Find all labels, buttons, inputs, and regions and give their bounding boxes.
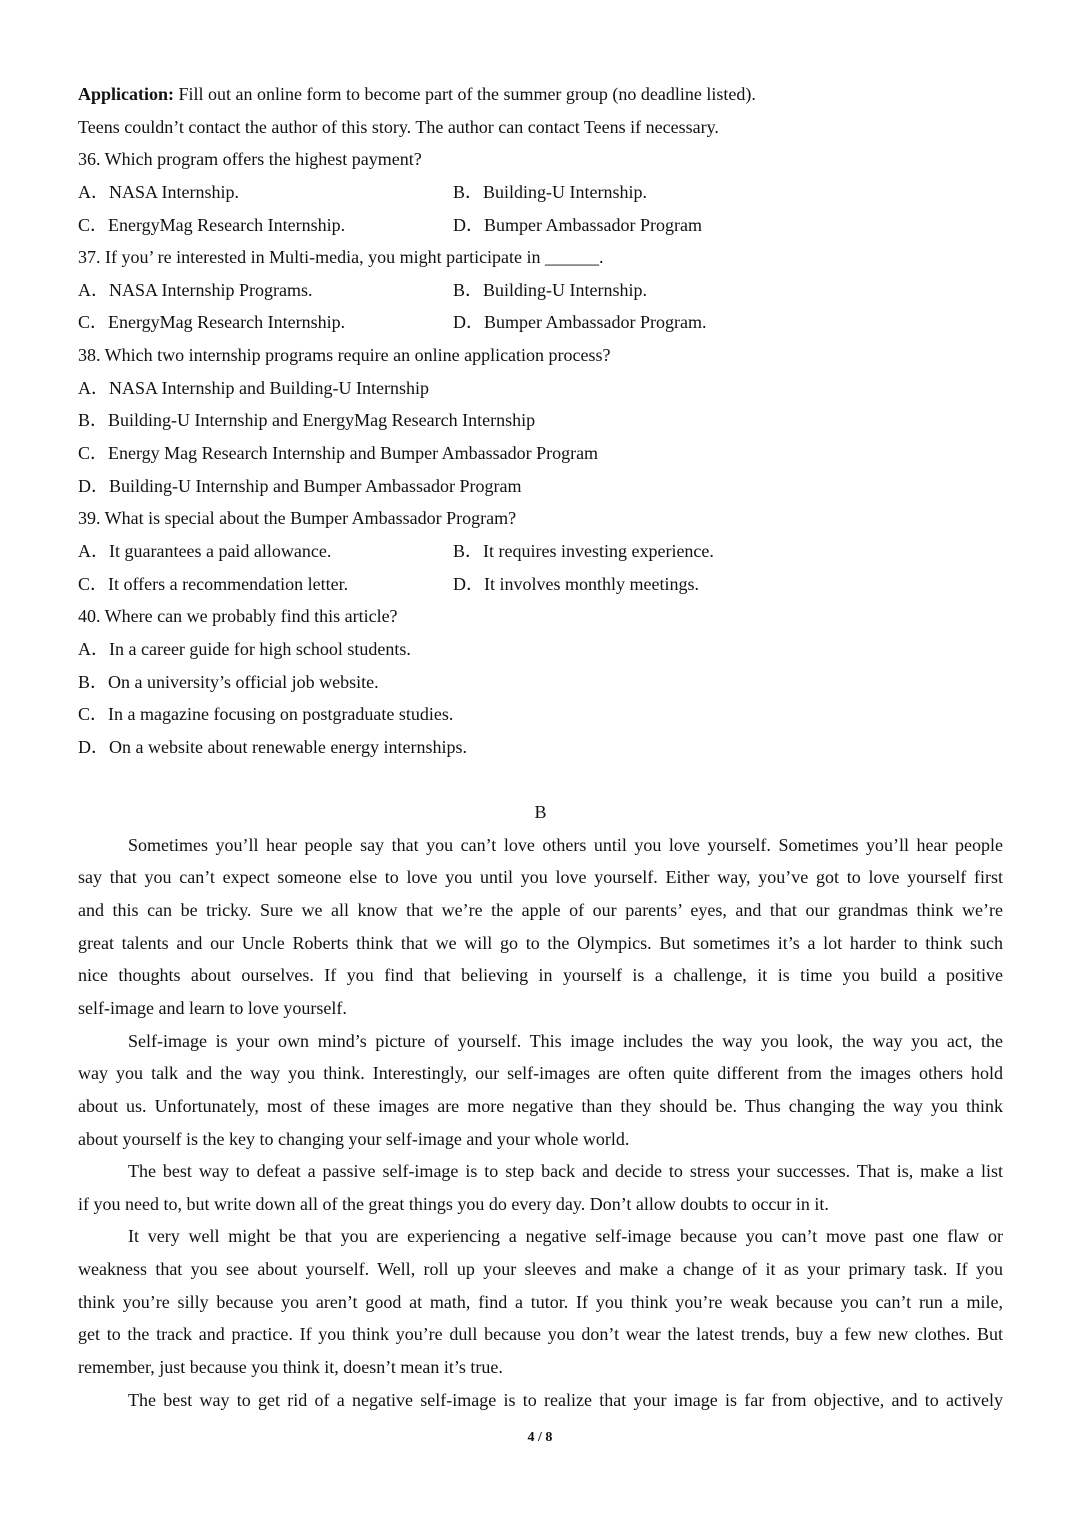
option-b: B．Building-U Internship and EnergyMag Research Internship <box>78 410 536 431</box>
option-c: C．In a magazine focusing on postgraduate studies. <box>78 704 454 725</box>
paragraph-line: The best way to get rid of a negative self-image is to realize that your image is far from objective, and to actively <box>128 1389 1003 1410</box>
option-a: A．NASA Internship and Building-U Internship <box>78 377 429 398</box>
section-heading: B <box>534 802 547 823</box>
option-c: C．It offers a recommendation letter. <box>78 573 349 594</box>
option-d: D．It involves monthly meetings. <box>453 573 699 594</box>
question-36: 36. Which program offers the highest payment? A．NASA Internship. B．Building-U Internship. C．EnergyMag Research Internship. D．Bumper Ambassador Program <box>78 143 1003 241</box>
option-a: A．In a career guide for high school students. <box>78 638 411 659</box>
paragraph <box>78 829 1003 1025</box>
paragraph-line: if you need to, but write down all of the great things you do every day. Don’t allow doubts to occur in it. <box>78 1193 829 1214</box>
paragraph-line: Sometimes you’ll hear people say that you can’t love others until you love yourself. Sometimes you’ll hear people <box>128 834 1003 855</box>
option-c: C．Energy Mag Research Internship and Bumper Ambassador Program <box>78 443 599 464</box>
paragraph <box>78 1025 1003 1156</box>
option-c: C．EnergyMag Research Internship. <box>78 214 346 235</box>
paragraph-line: weakness that you see about yourself. Well, roll up your sleeves and make a change of it as your primary task. If you <box>78 1259 1003 1280</box>
option-d: D．Building-U Internship and Bumper Ambassador Program <box>78 475 522 496</box>
paragraph-line: think you’re silly because you aren’t good at math, find a tutor. If you think you’re weak because you can’t run a mile, <box>78 1291 1003 1312</box>
application-line: Application: Fill out an online form to become part of the summer group (no deadline listed). <box>78 84 756 104</box>
option-b: B．On a university’s official job website. <box>78 671 379 692</box>
option-a: A．NASA Internship Programs. <box>78 279 313 300</box>
paragraph-line: and this can be tricky. Sure we all know that we’re the apple of our parents’ eyes, and that our grandmas think we’re <box>78 900 1003 921</box>
paragraph-line: say that you can’t expect someone else to love you until you love yourself. Either way, you’ve got to love yourself first <box>78 867 1003 888</box>
question-37: 37. If you’ re interested in Multi-media, you might participate in ______. A．NASA Internship Programs. B．Building-U Internship. C．EnergyMag Research Internship. D．Bumper Ambassador Program. <box>78 241 1003 339</box>
paragraph-line: Self-image is your own mind’s picture of yourself. This image includes the way you look, the way you act, the <box>128 1030 1003 1051</box>
question-39: 39. What is special about the Bumper Ambassador Program? A．It guarantees a paid allowance. B．It requires investing experience. C．It offers a recommendation letter. D．It involves monthly meetings. <box>78 502 1003 600</box>
application-label: Application: <box>78 84 175 104</box>
option-d: D．On a website about renewable energy internships. <box>78 736 468 757</box>
paragraph-line: The best way to defeat a passive self-image is to step back and decide to stress your successes. That is, make a list <box>128 1161 1003 1182</box>
option-b: B．It requires investing experience. <box>453 540 714 561</box>
option-a: A．It guarantees a paid allowance. <box>78 540 332 561</box>
paragraph-line: remember, just because you think it, doesn’t mean it’s true. <box>78 1356 503 1377</box>
page-number: 4 / 8 <box>527 1430 553 1445</box>
paragraph-line: way you talk and the way you think. Interestingly, our self-images are often quite different from the images others hold <box>78 1063 1003 1084</box>
document-page <box>78 78 1003 1416</box>
option-b: B．Building-U Internship. <box>453 279 647 300</box>
option-a: A．NASA Internship. <box>78 181 239 202</box>
paragraph-line: self-image and learn to love yourself. <box>78 997 347 1018</box>
paragraph <box>78 1155 1003 1220</box>
paragraph-line: about yourself is the key to changing your self-image and your whole world. <box>78 1128 630 1149</box>
option-d: D．Bumper Ambassador Program. <box>453 312 707 333</box>
paragraph-line: nice thoughts about ourselves. If you find that believing in yourself is a challenge, it is time you build a positive <box>78 965 1003 986</box>
paragraph-line: get to the track and practice. If you think you’re dull because you don’t wear the latest trends, buy a few new clothes. But <box>78 1324 1003 1345</box>
option-d: D．Bumper Ambassador Program <box>453 214 702 235</box>
paragraph-line: It very well might be that you are experiencing a negative self-image because you can’t move past one flaw or <box>128 1226 1003 1247</box>
question-38: 38. Which two internship programs require an online application process? A．NASA Internship and Building-U Internship B．Building-U Internship and EnergyMag Research Internship C．Energy Mag Research Internship and Bumper Ambassador Program D．Building-U Internship and Bumper Ambassador Program <box>78 339 1003 502</box>
paragraph-line: about us. Unfortunately, most of these images are more negative than they should be. Thus changing the way you think <box>78 1095 1003 1116</box>
paragraph <box>78 1220 1003 1383</box>
paragraph-line: great talents and our Uncle Roberts think that we will go to the Olympics. But sometimes it’s a lot harder to think such <box>78 932 1003 953</box>
note-line: Teens couldn’t contact the author of this story. The author can contact Teens if necessary. <box>78 116 719 137</box>
option-c: C．EnergyMag Research Internship. <box>78 312 346 333</box>
question-40: 40. Where can we probably find this article? A．In a career guide for high school students. B．On a university’s official job website. C．In a magazine focusing on postgraduate studies. D．On a website about renewable energy internships. <box>78 600 1003 763</box>
paragraph <box>78 1384 1003 1417</box>
passage-b <box>78 829 1003 1417</box>
option-b: B．Building-U Internship. <box>453 181 647 202</box>
